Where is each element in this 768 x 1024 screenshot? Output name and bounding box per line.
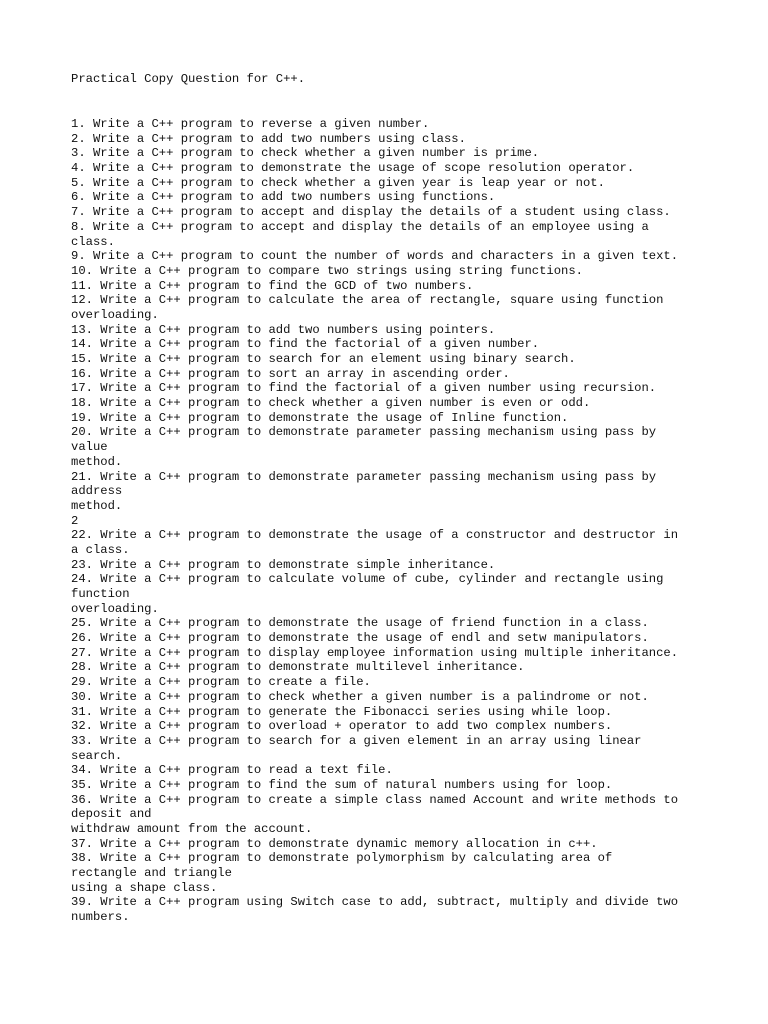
question-line: 34. Write a C++ program to read a text file.: [71, 763, 393, 778]
question-line: 24. Write a C++ program to calculate volume of cube, cylinder and rectangle using: [71, 572, 664, 587]
question-line: 36. Write a C++ program to create a simple class named Account and write methods to: [71, 792, 679, 807]
question-line: address: [71, 484, 123, 499]
question-line: 2: [71, 513, 79, 528]
question-line: 20. Write a C++ program to demonstrate parameter passing mechanism using pass by: [71, 425, 657, 440]
question-line: using a shape class.: [71, 880, 218, 895]
question-line: 11. Write a C++ program to find the GCD of two numbers.: [71, 278, 474, 293]
question-line: 1. Write a C++ program to reverse a given number.: [71, 117, 430, 131]
question-line: 16. Write a C++ program to sort an array in ascending order.: [71, 366, 510, 381]
question-line: class.: [71, 234, 115, 249]
question-line: 28. Write a C++ program to demonstrate multilevel inheritance.: [71, 660, 525, 675]
document-title: Practical Copy Question for C++.: [71, 72, 306, 86]
question-line: 39. Write a C++ program using Switch case to add, subtract, multiply and divide two: [71, 895, 679, 910]
question-line: 37. Write a C++ program to demonstrate dynamic memory allocation in c++.: [71, 836, 598, 851]
question-line: 21. Write a C++ program to demonstrate parameter passing mechanism using pass by: [71, 469, 657, 484]
question-list: [71, 117, 678, 925]
question-line: search.: [71, 748, 123, 763]
question-line: 2. Write a C++ program to add two numbers using class.: [71, 131, 466, 146]
question-line: numbers.: [71, 910, 130, 925]
question-line: deposit and: [71, 807, 152, 822]
question-line: 26. Write a C++ program to demonstrate the usage of endl and setw manipulators.: [71, 631, 649, 646]
question-line: 7. Write a C++ program to accept and display the details of a student using class.: [71, 205, 671, 220]
question-line: 35. Write a C++ program to find the sum of natural numbers using for loop.: [71, 777, 613, 792]
question-line: withdraw amount from the account.: [71, 822, 313, 836]
question-line: 31. Write a C++ program to generate the Fibonacci series using while loop.: [71, 704, 613, 719]
question-line: 27. Write a C++ program to display employee information using multiple inheritance.: [71, 645, 679, 660]
question-line: 23. Write a C++ program to demonstrate simple inheritance.: [71, 557, 496, 572]
question-line: 4. Write a C++ program to demonstrate the usage of scope resolution operator.: [71, 161, 635, 176]
question-line: 3. Write a C++ program to check whether a given number is prime.: [71, 146, 540, 161]
question-line: 5. Write a C++ program to check whether a given year is leap year or not.: [71, 175, 605, 190]
question-line: 22. Write a C++ program to demonstrate the usage of a constructor and destructor in: [71, 528, 679, 543]
question-line: 32. Write a C++ program to overload + operator to add two complex numbers.: [71, 719, 613, 734]
question-line: 12. Write a C++ program to calculate the area of rectangle, square using function: [71, 293, 664, 308]
question-line: 17. Write a C++ program to find the factorial of a given number using recursion.: [71, 381, 657, 396]
question-line: 14. Write a C++ program to find the factorial of a given number.: [71, 337, 540, 352]
question-line: a class.: [71, 542, 130, 557]
question-line: 6. Write a C++ program to add two numbers using functions.: [71, 190, 496, 205]
question-line: 29. Write a C++ program to create a file.: [71, 675, 371, 690]
question-line: value: [71, 440, 108, 455]
question-line: 15. Write a C++ program to search for an element using binary search.: [71, 352, 576, 366]
question-line: 19. Write a C++ program to demonstrate the usage of Inline function.: [71, 410, 569, 425]
question-line: 33. Write a C++ program to search for a given element in an array using linear: [71, 733, 642, 748]
question-line: 30. Write a C++ program to check whether a given number is a palindrome or not.: [71, 689, 649, 704]
question-line: rectangle and triangle: [71, 866, 232, 881]
question-line: 25. Write a C++ program to demonstrate the usage of friend function in a class.: [71, 616, 649, 631]
question-line: 10. Write a C++ program to compare two strings using string functions.: [71, 263, 583, 278]
question-line: 18. Write a C++ program to check whether a given number is even or odd.: [71, 396, 591, 411]
question-line: method.: [71, 454, 123, 469]
question-line: overloading.: [71, 307, 159, 322]
question-line: method.: [71, 498, 123, 513]
question-line: 38. Write a C++ program to demonstrate polymorphism by calculating area of: [71, 851, 613, 866]
question-line: 9. Write a C++ program to count the number of words and characters in a given text.: [71, 249, 679, 264]
question-line: function: [71, 587, 130, 601]
question-line: overloading.: [71, 601, 159, 616]
question-line: 8. Write a C++ program to accept and display the details of an employee using a: [71, 219, 649, 234]
question-line: 13. Write a C++ program to add two numbers using pointers.: [71, 322, 496, 337]
